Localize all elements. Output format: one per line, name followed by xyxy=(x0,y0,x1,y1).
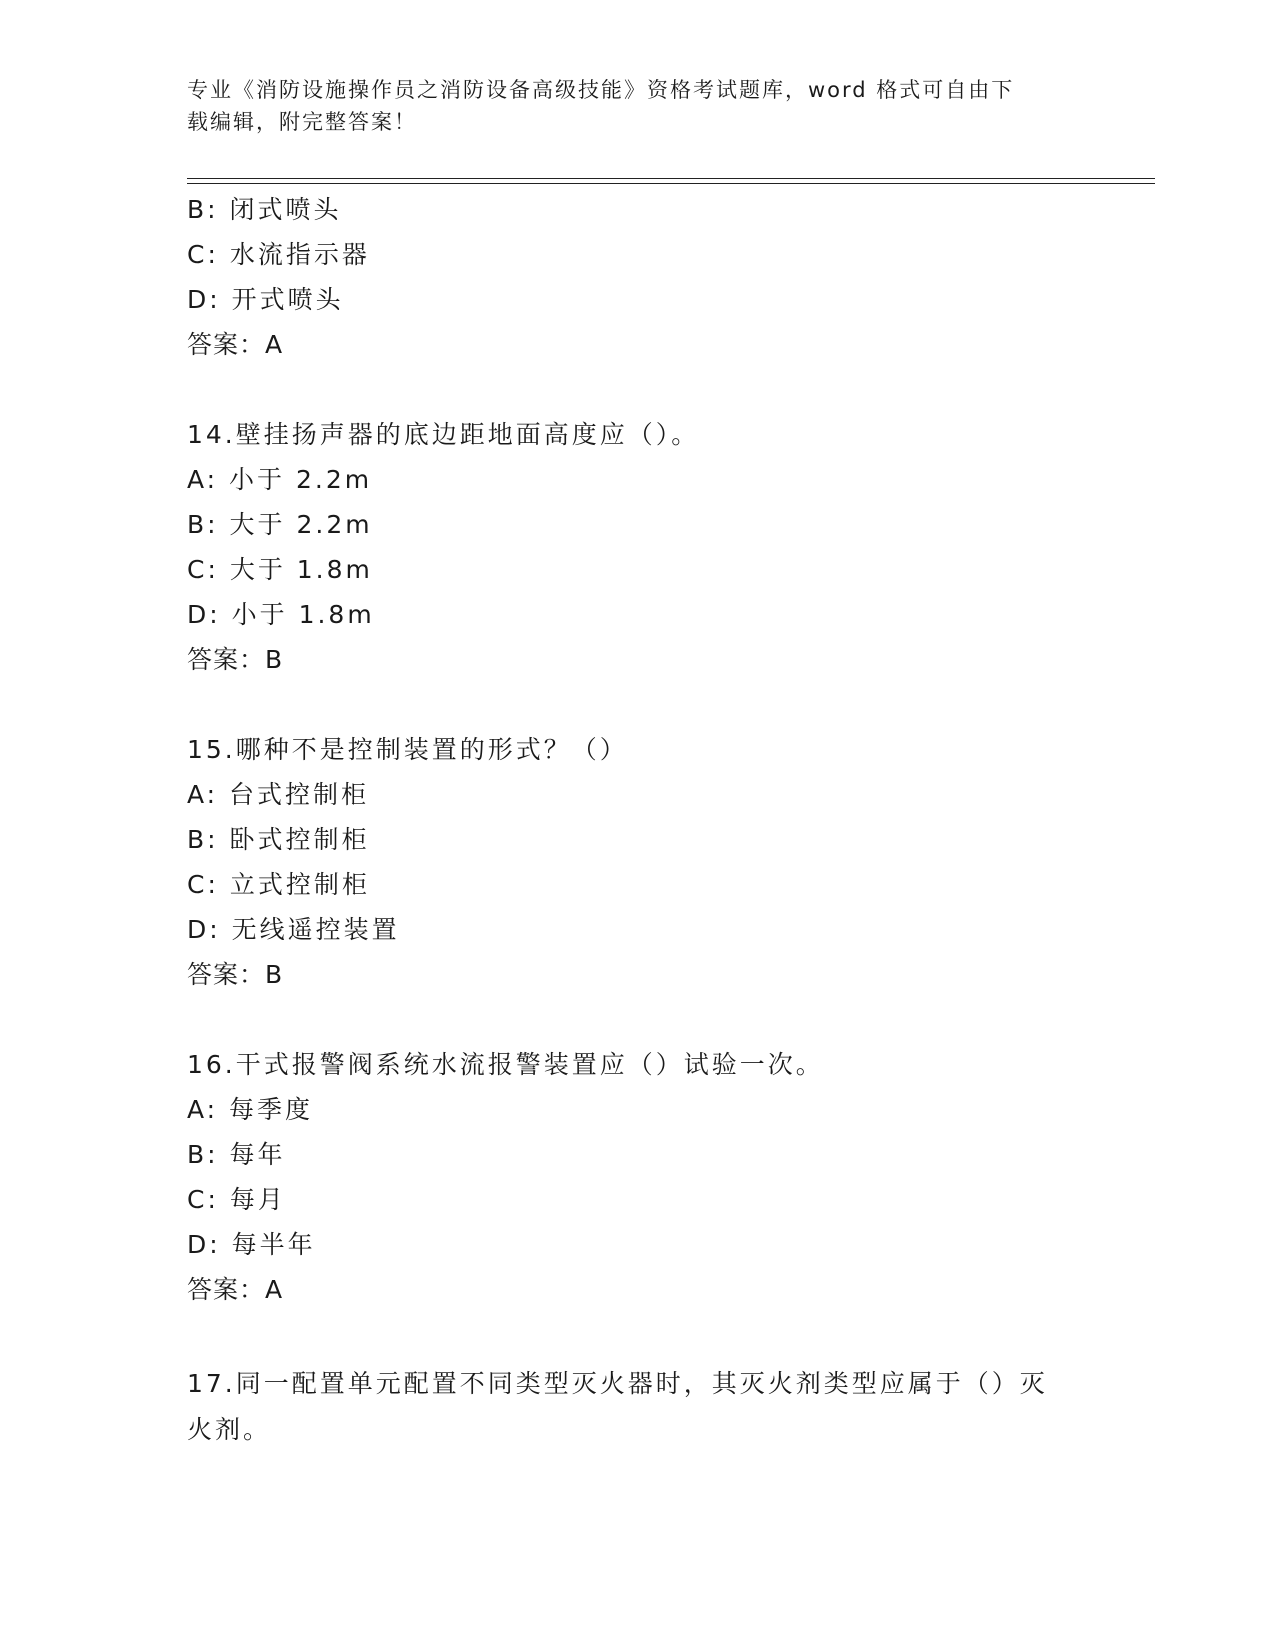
q13-option-b: B: 闭式喷头 xyxy=(187,195,342,224)
q14-answer: 答案：B xyxy=(187,645,284,674)
q16-option-b: B: 每年 xyxy=(187,1140,286,1169)
header-line-2: 载编辑，附完整答案！ xyxy=(187,110,417,134)
q16-option-d: D: 每半年 xyxy=(187,1230,316,1259)
q15-option-a: A: 台式控制柜 xyxy=(187,780,370,809)
q16-option-c: C: 每月 xyxy=(187,1185,286,1214)
header-divider-bottom xyxy=(187,183,1155,184)
q17-question: 17.同一配置单元配置不同类型灭火器时，其灭火剂类型应属于（）灭火剂。 xyxy=(187,1369,1048,1444)
q15-question: 15.哪种不是控制装置的形式？（） xyxy=(187,735,628,764)
q13-option-d: D: 开式喷头 xyxy=(187,285,344,314)
q13-answer: 答案：A xyxy=(187,330,284,359)
document-header xyxy=(187,74,1067,138)
q14-option-d: D: 小于 1.8m xyxy=(187,600,375,629)
q15-option-d: D: 无线遥控装置 xyxy=(187,915,400,944)
header-line-1: 专业《消防设施操作员之消防设备高级技能》资格考试题库，word 格式可自由下 xyxy=(187,78,1015,102)
q15-option-b: B: 卧式控制柜 xyxy=(187,825,370,854)
q15-answer: 答案：B xyxy=(187,960,284,989)
q14-question: 14.壁挂扬声器的底边距地面高度应（）。 xyxy=(187,420,700,449)
q14-option-a: A: 小于 2.2m xyxy=(187,465,373,494)
q14-option-b: B: 大于 2.2m xyxy=(187,510,373,539)
q16-question: 16.干式报警阀系统水流报警装置应（）试验一次。 xyxy=(187,1050,824,1079)
q15-option-c: C: 立式控制柜 xyxy=(187,870,370,899)
q13-option-c: C: 水流指示器 xyxy=(187,240,370,269)
header-divider-top xyxy=(187,178,1155,179)
q16-option-a: A: 每季度 xyxy=(187,1095,314,1124)
q14-option-c: C: 大于 1.8m xyxy=(187,555,373,584)
q16-answer: 答案：A xyxy=(187,1275,284,1304)
